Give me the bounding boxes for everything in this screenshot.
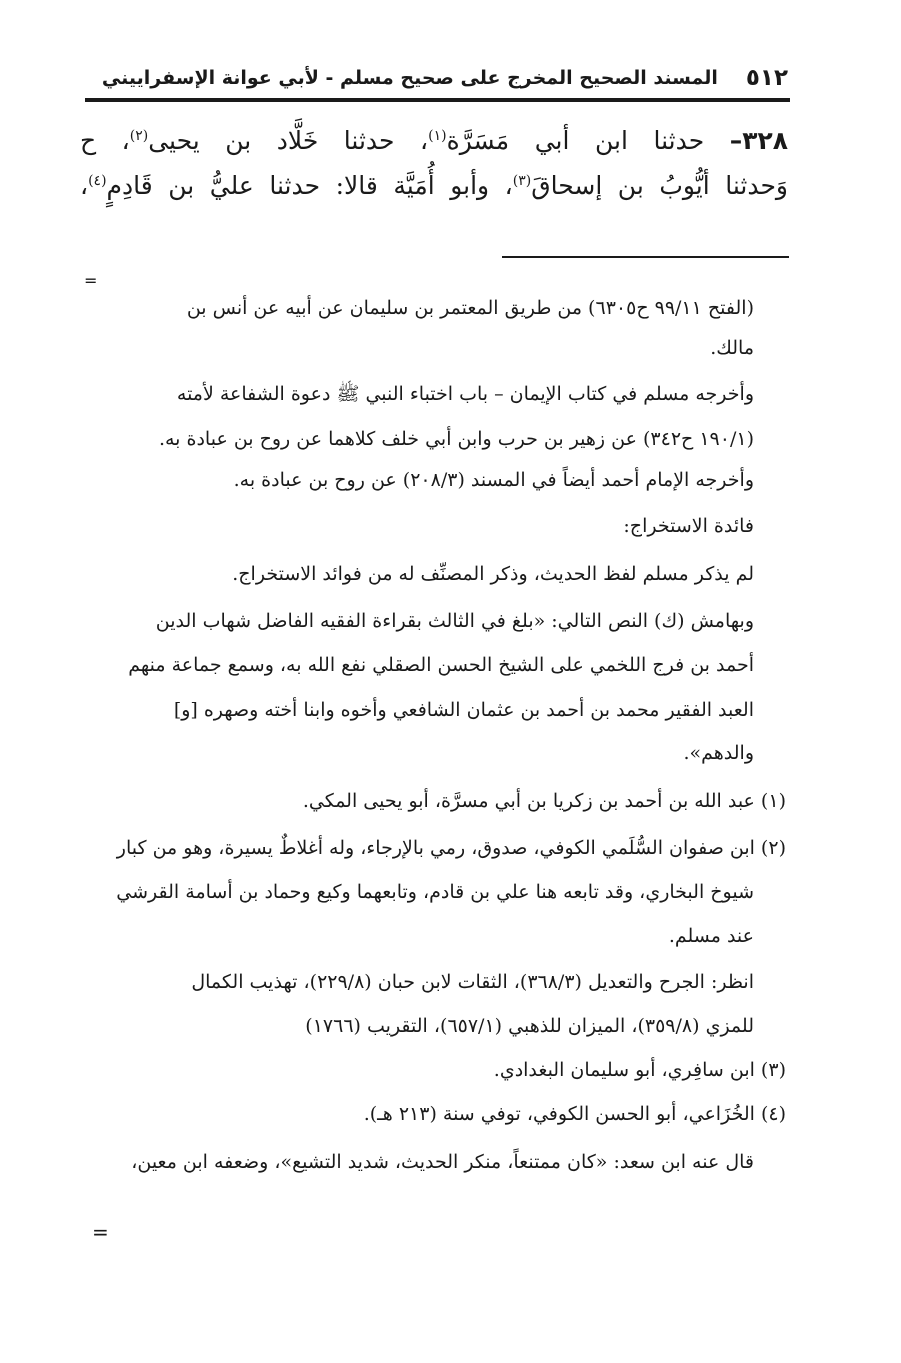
footnote-ref-3: (٣)	[512, 173, 532, 189]
footnote-line: وبهامش (ك) النص التالي: «بلغ في الثالث بقراءة الفقيه الفاضل شهاب الدين	[155, 610, 754, 632]
continuation-mark-top: =	[84, 271, 98, 290]
hadith-number: ٣٢٨–	[729, 126, 788, 155]
footnote-line: (الفتح ٩٩/١١ ح٦٣٠٥) من طريق المعتمر بن سليمان عن أبيه عن أنس بن	[186, 297, 754, 319]
hadith-text	[80, 118, 788, 208]
hadith-line-1-part-a: حدثنا ابن أبي مَسَرَّة	[446, 126, 730, 155]
footnote-line: لم يذكر مسلم لفظ الحديث، وذكر المصنِّف له من فوائد الاستخراج.	[232, 563, 754, 585]
hadith-line-2-part-a: وَحدثنا أيُّوبُ بن إسحاقَ	[531, 171, 789, 200]
footnote-line: وأخرجه مسلم في كتاب الإيمان – باب اختباء النبي ﷺ دعوة الشفاعة لأمته	[176, 383, 754, 405]
footnote-line: (١٩٠/١ ح٣٤٢) عن زهير بن حرب وابن أبي خلف كلاهما عن روح بن عبادة به.	[158, 428, 754, 450]
footnote-ref-2: (٢)	[129, 128, 149, 144]
hadith-line-2	[80, 163, 788, 208]
page-header	[82, 58, 788, 98]
hadith-line-1-part-b: ، حدثنا خَلَّاد بن يحيى	[148, 126, 429, 155]
footnote-4: (٤) الخُزَاعي، أبو الحسن الكوفي، توفي سنة (٢١٣ هـ).	[363, 1103, 786, 1125]
hadith-line-2-part-b: ، وأبو أُمَيَّة قالا: حدثنا عليُّ بن قَادِمٍ	[106, 171, 513, 200]
footnote-line: وأخرجه الإمام أحمد أيضاً في المسند (٢٠٨/٣) عن روح بن عبادة به.	[233, 469, 754, 491]
page-number: ٥١٢	[745, 65, 788, 91]
footnote-line: انظر: الجرح والتعديل (٣٦٨/٣)، الثقات لابن حبان (٢٢٩/٨)، تهذيب الكمال	[191, 971, 754, 993]
footnote-line: قال عنه ابن سعد: «كان ممتنعاً، منكر الحديث، شديد التشيع»، وضعفه ابن معين،	[131, 1151, 754, 1173]
footnote-line: العبد الفقير محمد بن أحمد بن عثمان الشافعي وأخوه وابنا أخته وصهره [و]	[173, 699, 754, 721]
running-title: المسند الصحيح المخرج على صحيح مسلم - لأبي عوانة الإسفراييني	[101, 67, 718, 89]
footnote-separator	[502, 256, 789, 258]
footnote-ref-4: (٤)	[88, 173, 107, 189]
footnote-1: (١) عبد الله بن أحمد بن زكريا بن أبي مسرَّة، أبو يحيى المكي.	[302, 790, 786, 812]
hadith-line-1	[80, 118, 788, 163]
footnote-line: شيوخ البخاري، وقد تابعه هنا علي بن قادم، وتابعهما وكيع وحماد بن أسامة القرشي	[116, 881, 754, 903]
footnote-2: (٢) ابن صفوان السُّلَمي الكوفي، صدوق، رمي بالإرجاء، وله أغلاطٌ يسيرة، وهو من كبار	[116, 837, 786, 859]
footnote-line: مالك.	[710, 337, 754, 359]
hadith-line-2-part-c: ،	[80, 171, 89, 200]
footnote-line: للمزي (٣٥٩/٨)، الميزان للذهبي (٦٥٧/١)، التقريب (١٧٦٦)	[305, 1015, 754, 1037]
continuation-mark-bottom: =	[92, 1220, 109, 1244]
footnote-ref-1: (١)	[428, 128, 447, 144]
footnote-line: عند مسلم.	[668, 925, 754, 947]
footnote-line: أحمد بن فرج اللخمي على الشيخ الحسن الصقلي نفع الله به، وسمع جماعة منهم	[128, 654, 754, 676]
footnote-3: (٣) ابن سافِري، أبو سليمان البغدادي.	[493, 1059, 786, 1081]
hadith-line-1-part-c: ، ح	[80, 126, 130, 155]
header-rule	[85, 98, 790, 102]
footnote-line: والدهم».	[683, 742, 754, 764]
footnote-heading: فائدة الاستخراج:	[623, 515, 754, 537]
